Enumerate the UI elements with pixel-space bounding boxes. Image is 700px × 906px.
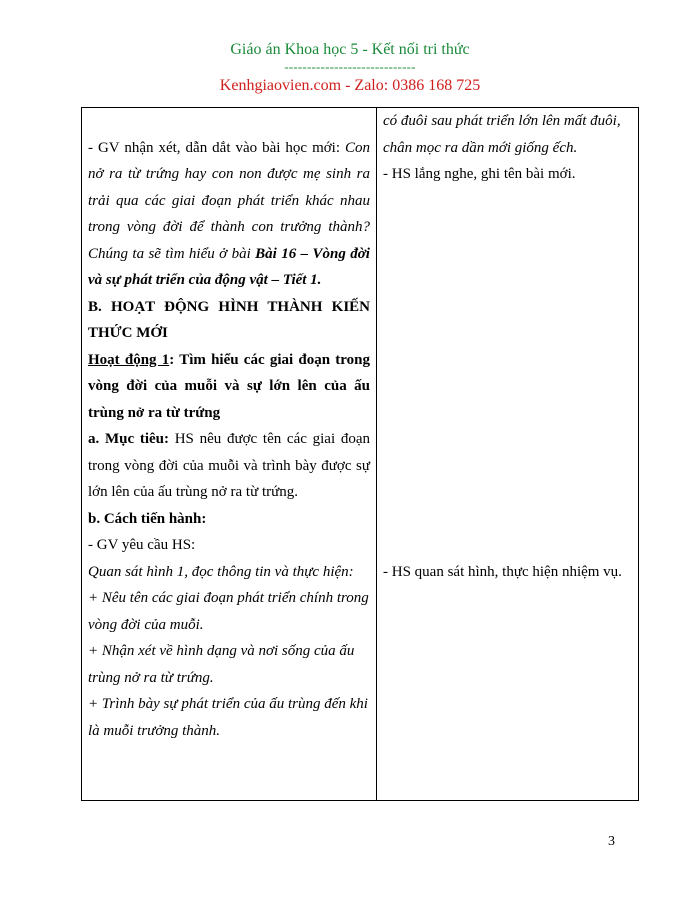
page-number: 3 (608, 834, 615, 849)
task-line: - GV yêu cầu HS: (88, 537, 196, 553)
goal-line: lớn lên của ấu trùng nở ra từ trứng. (88, 484, 298, 500)
blank-line (383, 267, 635, 294)
section-heading: B. HOẠT ĐỘNG HÌNH THÀNH KIẾN (88, 298, 370, 315)
column-divider (376, 108, 377, 800)
task-line: vòng đời của muỗi. (88, 616, 204, 633)
intro-line: Chúng ta sẽ tìm hiểu ở bài Bài 16 – Vòng đời (88, 245, 370, 262)
goal-line: a. Mục tiêu: HS nêu được tên các giai đoạn (88, 431, 370, 447)
blank-line (383, 400, 635, 427)
task-line: + Trình bày sự phát triển của ấu trùng đến khi (88, 696, 368, 712)
task-line: trùng nở ra từ trứng. (88, 669, 214, 686)
blank-line (383, 426, 635, 453)
student-line: - HS quan sát hình, thực hiện nhiệm vụ. (383, 563, 622, 580)
blank-line (383, 373, 635, 400)
task-line: + Nêu tên các giai đoạn phát triển chính trong (88, 590, 369, 606)
lesson-table (81, 107, 639, 801)
blank-line (383, 214, 635, 241)
blank-line (383, 320, 635, 347)
student-activity-column (383, 108, 635, 585)
student-line: có đuôi sau phát triển lớn lên mất đuôi, (383, 113, 621, 129)
blank-line (383, 294, 635, 321)
header-divider: ----------------------------- (284, 59, 416, 74)
intro-line: - GV nhận xét, dẫn dắt vào bài học mới: Con (88, 139, 370, 156)
blank-line (383, 506, 635, 533)
blank-line (88, 108, 370, 135)
lesson-title-line: và sự phát triển của động vật – Tiết 1. (88, 272, 322, 288)
task-line: + Nhận xét về hình dạng và nơi sống của ấu (88, 643, 355, 659)
student-line: - HS lắng nghe, ghi tên bài mới. (383, 166, 576, 182)
blank-line (383, 532, 635, 559)
section-heading: THỨC MỚI (88, 325, 168, 341)
blank-line (383, 241, 635, 268)
goal-line: trong vòng đời của muỗi và trình bày được sự (88, 457, 370, 474)
task-line: là muỗi trưởng thành. (88, 722, 221, 739)
blank-line (383, 453, 635, 480)
activity-heading: trùng nở ra từ trứng (88, 404, 221, 421)
activity-heading: Hoạt động 1: Tìm hiểu các giai đoạn trong (88, 351, 370, 368)
intro-line: nở ra từ trứng hay con non được mẹ sinh ra (88, 166, 370, 182)
method-heading: b. Cách tiến hành: (88, 510, 207, 527)
page-header-title: Giáo án Khoa học 5 - Kết nối tri thức (230, 41, 470, 58)
blank-line (383, 347, 635, 374)
student-line: chân mọc ra dần mới giống ếch. (383, 139, 578, 156)
intro-line: trải qua các giai đoạn phát triển khác nhau (88, 192, 370, 209)
task-line: Quan sát hình 1, đọc thông tin và thực hiện: (88, 563, 354, 580)
blank-line (383, 188, 635, 215)
intro-line: trong vòng đời để thành con trưởng thành? (88, 219, 370, 235)
activity-heading: vòng đời của muỗi và sự lớn lên của ấu (88, 378, 370, 394)
teacher-activity-column (88, 108, 370, 744)
blank-line (383, 479, 635, 506)
header-contact: Kenhgiaovien.com - Zalo: 0386 168 725 (219, 77, 481, 94)
